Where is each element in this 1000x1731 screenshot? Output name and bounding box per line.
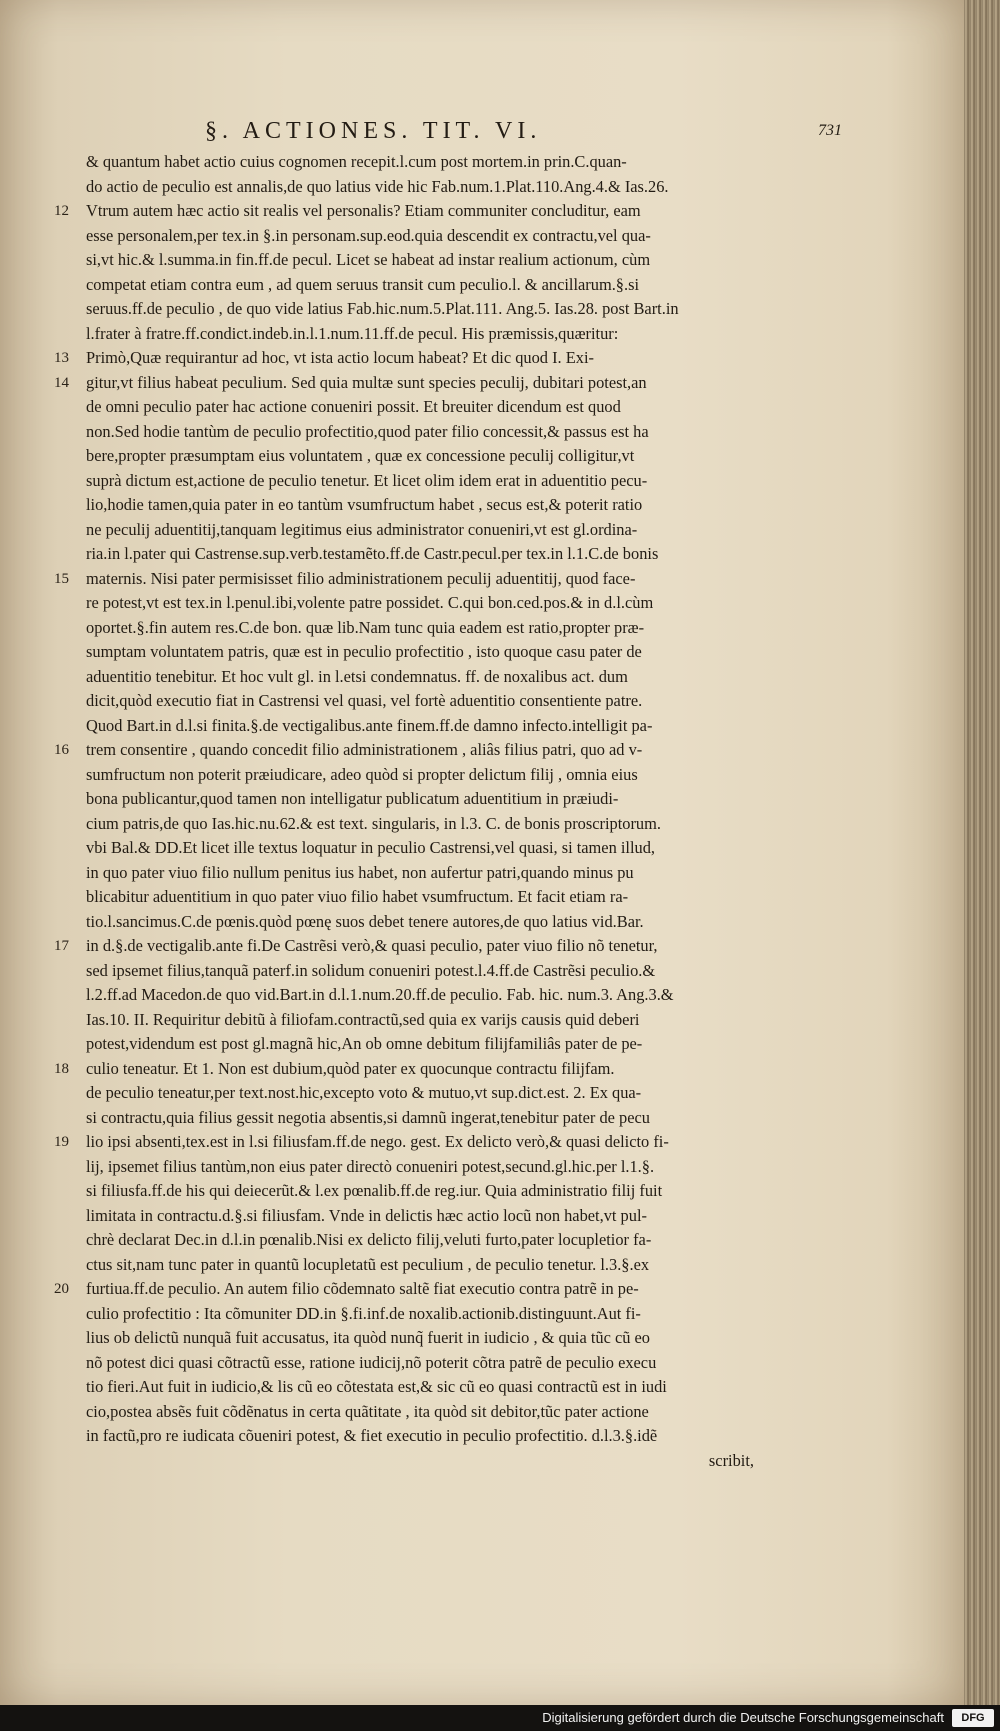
line-text: si filiusfa.ff.de his qui deiecerũt.& l.ex pœnalib.ff.de reg.iur. Quia administratio filij fuit: [86, 1181, 663, 1200]
line-text: competat etiam contra eum , ad quem seruus transit cum peculio.l. & ancillarum.§.si: [86, 274, 640, 294]
text-line: [68, 763, 758, 788]
text-line: [68, 665, 758, 690]
line-text: Quod Bart.in d.l.si finita.§.de vectigalibus.ante finem.ff.de damno infecto.intelligit pa-: [86, 715, 653, 735]
text-line: [54, 1130, 758, 1155]
line-text: in d.§.de vectigalib.ante fi.De Castrẽsi verò,& quasi peculio, pater viuo filio nõ tenetur,: [86, 936, 658, 955]
text-line: [68, 1400, 758, 1425]
page-header: [0, 118, 964, 148]
line-text: tio.l.sancimus.C.de pœnis.quòd pœnę suos debet tenere autores,de quo latius vid.Bar.: [86, 911, 644, 931]
line-text: lius ob delictũ nunquã fuit accusatus, ita quòd nunq̃ fuerit in iudicio , & quia tũc cũ eo: [86, 1328, 650, 1347]
margin-number: 19: [54, 1134, 69, 1150]
line-text: limitata in contractu.d.§.si filiusfam. Vnde in delictis hæc actio locũ non habet,vt pul-: [86, 1205, 647, 1225]
text-line: [68, 959, 758, 984]
line-text: suprà dictum est,actione de peculio tenetur. Et licet olim idem erat in aduentitio pecu-: [86, 470, 648, 490]
line-text: bona publicantur,quod tamen non intelligatur publicatum aduentitium in præiudi-: [86, 789, 619, 808]
text-line: [68, 836, 758, 861]
line-text: tio fieri.Aut fuit in iudicio,& lis cũ eo cõtestata est,& sic cũ eo quasi contractũ est in iudi: [86, 1377, 667, 1396]
text-line: [68, 248, 758, 273]
text-line: [68, 591, 758, 616]
line-text: vbi Bal.& DD.Et licet ille textus loquatur in peculio Castrensi,vel quasi, si tamen illud,: [86, 838, 656, 857]
line-text: lio,hodie tamen,quia pater in eo tantùm vsumfructum habet , secus est,& poterit ratio: [86, 495, 643, 514]
text-line: [68, 297, 758, 322]
line-text: lio ipsi absenti,tex.est in l.si filiusfam.ff.de nego. gest. Ex delicto verò,& quasi delicto fi-: [86, 1132, 669, 1151]
line-text: esse personalem,per tex.in §.in personam.sup.eod.quia descendit ex contractu,vel qua-: [86, 225, 651, 245]
line-text: ne peculij aduentitij,tanquam legitimus eius administrator conueniri,vt est gl.ordina-: [86, 519, 638, 539]
line-text: sumptam voluntatem patris, quæ est in peculio profectitio , isto quoque casu pater de: [86, 642, 642, 661]
footer-credit: Digitalisierung gefördert durch die Deutsche Forschungsgemeinschaft: [542, 1710, 944, 1725]
line-text: l.2.ff.ad Macedon.de quo vid.Bart.in d.l.1.num.20.ff.de peculio. Fab. hic. num.3. Ang.3.&: [86, 985, 674, 1004]
margin-number: 13: [54, 350, 69, 366]
line-text: ctus sit,nam tunc pater in quantũ locupletatũ est peculium , de peculio tenetur. l.3.§.ex: [86, 1254, 650, 1274]
line-text: Vtrum autem hæc actio sit realis vel personalis? Etiam communiter concluditur, eam: [86, 201, 641, 220]
line-text: oportet.§.fin autem res.C.de bon. quæ lib.Nam tunc quia eadem est ratio,propter præ-: [86, 617, 645, 637]
line-text: sed ipsemet filius,tanquã paterf.in solidum conueniri potest.l.4.ff.de Castrẽsi peculio.&: [86, 960, 656, 980]
text-line: [68, 1008, 758, 1033]
line-text: Primò,Quæ requirantur ad hoc, vt ista actio locum habeat? Et dic quod I. Exi-: [86, 348, 594, 367]
text-line: [68, 983, 758, 1008]
margin-number: 20: [54, 1281, 69, 1297]
line-text: re potest,vt est tex.in l.penul.ibi,volente patre possidet. C.qui bon.ced.pos.& in d.l.cùm: [86, 593, 654, 612]
text-line: [68, 395, 758, 420]
footer-bar: [0, 1705, 1000, 1731]
text-line: [68, 150, 758, 175]
text-line: [68, 1106, 758, 1131]
line-text: lij, ipsemet filius tantùm,non eius pater directò conueniri potest,secund.gl.hic.per l.1.§.: [86, 1156, 655, 1176]
text-line: [68, 861, 758, 886]
line-text: culio profectitio : Ita cõmuniter DD.in §.fi.inf.de noxalib.actionib.distinguunt.Aut fi-: [86, 1303, 641, 1323]
text-line: [68, 1253, 758, 1278]
line-text: de omni peculio pater hac actione conueniri possit. Et breuiter dicendum est quod: [86, 397, 621, 416]
text-line: [68, 616, 758, 641]
margin-number: 12: [54, 203, 69, 219]
text-line: [54, 738, 758, 763]
catchword: scribit,: [708, 1450, 754, 1470]
margin-number: 18: [54, 1060, 69, 1077]
text-line: [68, 689, 758, 714]
text-line: [68, 420, 758, 445]
text-line: [54, 934, 758, 959]
text-line: [68, 493, 758, 518]
text-line: [68, 1326, 758, 1351]
text-line: [68, 1228, 758, 1253]
text-line: [68, 175, 758, 200]
dfg-logo: DFG: [952, 1709, 994, 1727]
text-line: [54, 346, 758, 371]
line-text: culio teneatur. Et 1. Non est dubium,quòd pater ex quocunque contractu filijfam.: [86, 1058, 615, 1078]
line-text: chrè declarat Dec.in d.l.in pœnalib.Nisi ex delicto filij,veluti furto,pater locupletior fa-: [86, 1230, 652, 1249]
line-text: si,vt hic.& l.summa.in fin.ff.de pecul. Licet se habeat ad instar realium actionum, cùm: [86, 250, 651, 269]
line-text: ria.in l.pater qui Castrense.sup.verb.testamẽto.ff.de Castr.pecul.per tex.in l.1.C.de bonis: [86, 544, 659, 563]
line-text: trem consentire , quando concedit filio administrationem , aliâs filius patri, quo ad v-: [86, 740, 643, 759]
margin-number: 17: [54, 938, 69, 954]
line-text: blicabitur aduentitium in quo pater viuo filio habet vsumfructum. Et facit etiam ra-: [86, 887, 629, 906]
margin-number: 14: [54, 374, 69, 391]
text-line: [68, 322, 758, 347]
text-line: [54, 371, 758, 396]
line-text: dicit,quòd executio fiat in Castrensi vel quasi, vel fortè aduentitio consentiente patre.: [86, 691, 643, 710]
line-text: potest,videndum est post gl.magnã hic,An ob omne debitum filijfamiliâs pater de pe-: [86, 1034, 643, 1053]
line-text: in quo pater viuo filio nullum penitus ius habet, non aufertur patri,quando minus pu: [86, 862, 634, 882]
text-line: [68, 469, 758, 494]
line-text: si contractu,quia filius gessit negotia absentis,si damnũ ingerat,tenebitur pater de pecu: [86, 1107, 650, 1127]
running-head: §. ACTIONES. TIT. VI.: [205, 118, 542, 144]
text-line: [68, 1375, 758, 1400]
text-line: [68, 787, 758, 812]
line-text: seruus.ff.de peculio , de quo vide latius Fab.hic.num.5.Plat.111. Ang.5. Ias.28. post Bart.in: [86, 299, 679, 318]
line-text: maternis. Nisi pater permisisset filio administrationem peculij aduentitij, quod face-: [86, 568, 636, 588]
text-line: [68, 1204, 758, 1229]
text-line: [54, 199, 758, 224]
line-text: Ias.10. II. Requiritur debitũ à filiofam.contractũ,sed quia ex varijs causis quid deberi: [86, 1009, 640, 1029]
text-line: [68, 640, 758, 665]
line-text: furtiua.ff.de peculio. An autem filio cõdemnato saltẽ fiat executio contra patrẽ in pe-: [86, 1279, 639, 1298]
line-text: in factũ,pro re iudicata cõueniri potest, & fiet executio in peculio profectitio. d.l.3.§.idẽ: [86, 1426, 658, 1445]
text-line: [54, 1277, 758, 1302]
line-text: bere,propter præsumptam eius voluntatem , quæ ex concessione peculij colligitur,vt: [86, 446, 635, 465]
text-line: [68, 542, 758, 567]
line-text: gitur,vt filius habeat peculium. Sed quia multæ sunt species peculij, dubitari potest,an: [86, 372, 647, 392]
text-line: [68, 812, 758, 837]
margin-number: 16: [54, 742, 69, 758]
line-text: do actio de peculio est annalis,de quo latius vide hic Fab.num.1.Plat.110.Ang.4.& Ias.26.: [86, 176, 669, 196]
line-text: sumfructum non poterit præiudicare, adeo quòd si propter delictum filij , omnia eius: [86, 764, 638, 784]
margin-number: 15: [54, 570, 69, 587]
line-text: cio,postea absẽs fuit cõdẽnatus in certa quãtitate , ita quòd sit debitor,tũc pater actione: [86, 1401, 649, 1421]
text-line: [54, 567, 758, 592]
line-text: l.frater à fratre.ff.condict.indeb.in.l.1.num.11.ff.de pecul. His præmissis,quæritur:: [86, 323, 619, 343]
text-line: [68, 885, 758, 910]
text-line: [68, 1081, 758, 1106]
text-line: [68, 1179, 758, 1204]
text-line: [68, 1032, 758, 1057]
text-line: [68, 1302, 758, 1327]
text-line: [68, 444, 758, 469]
text-line: [68, 273, 758, 298]
text-line: [68, 1424, 758, 1449]
page-edge: [964, 0, 1000, 1705]
page-number: 731: [818, 122, 842, 139]
text-line: [68, 518, 758, 543]
text-line: [54, 1057, 758, 1082]
text-line: [68, 910, 758, 935]
line-text: aduentitio tenebitur. Et hoc vult gl. in l.etsi condemnatus. ff. de noxalibus act. dum: [86, 666, 628, 686]
line-text: & quantum habet actio cuius cognomen recepit.l.cum post mortem.in prin.C.quan-: [86, 152, 627, 171]
text-line: [68, 714, 758, 739]
text-line: [68, 1351, 758, 1376]
line-text: non.Sed hodie tantùm de peculio profectitio,quod pater filio concessit,& passus est ha: [86, 421, 649, 441]
text-line: [68, 224, 758, 249]
line-text: nõ potest dici quasi cõtractũ esse, ratione iudicij,nõ poterit cõtra patrẽ de peculio execu: [86, 1352, 657, 1372]
text-line: [68, 1155, 758, 1180]
line-text: cium patris,de quo Ias.hic.nu.62.& est text. singularis, in l.3. C. de bonis proscriptorum.: [86, 813, 661, 833]
line-text: de peculio teneatur,per text.nost.hic,excepto voto & mutuo,vt sup.dict.est. 2. Ex qua-: [86, 1083, 642, 1102]
body-text: [54, 150, 758, 1473]
